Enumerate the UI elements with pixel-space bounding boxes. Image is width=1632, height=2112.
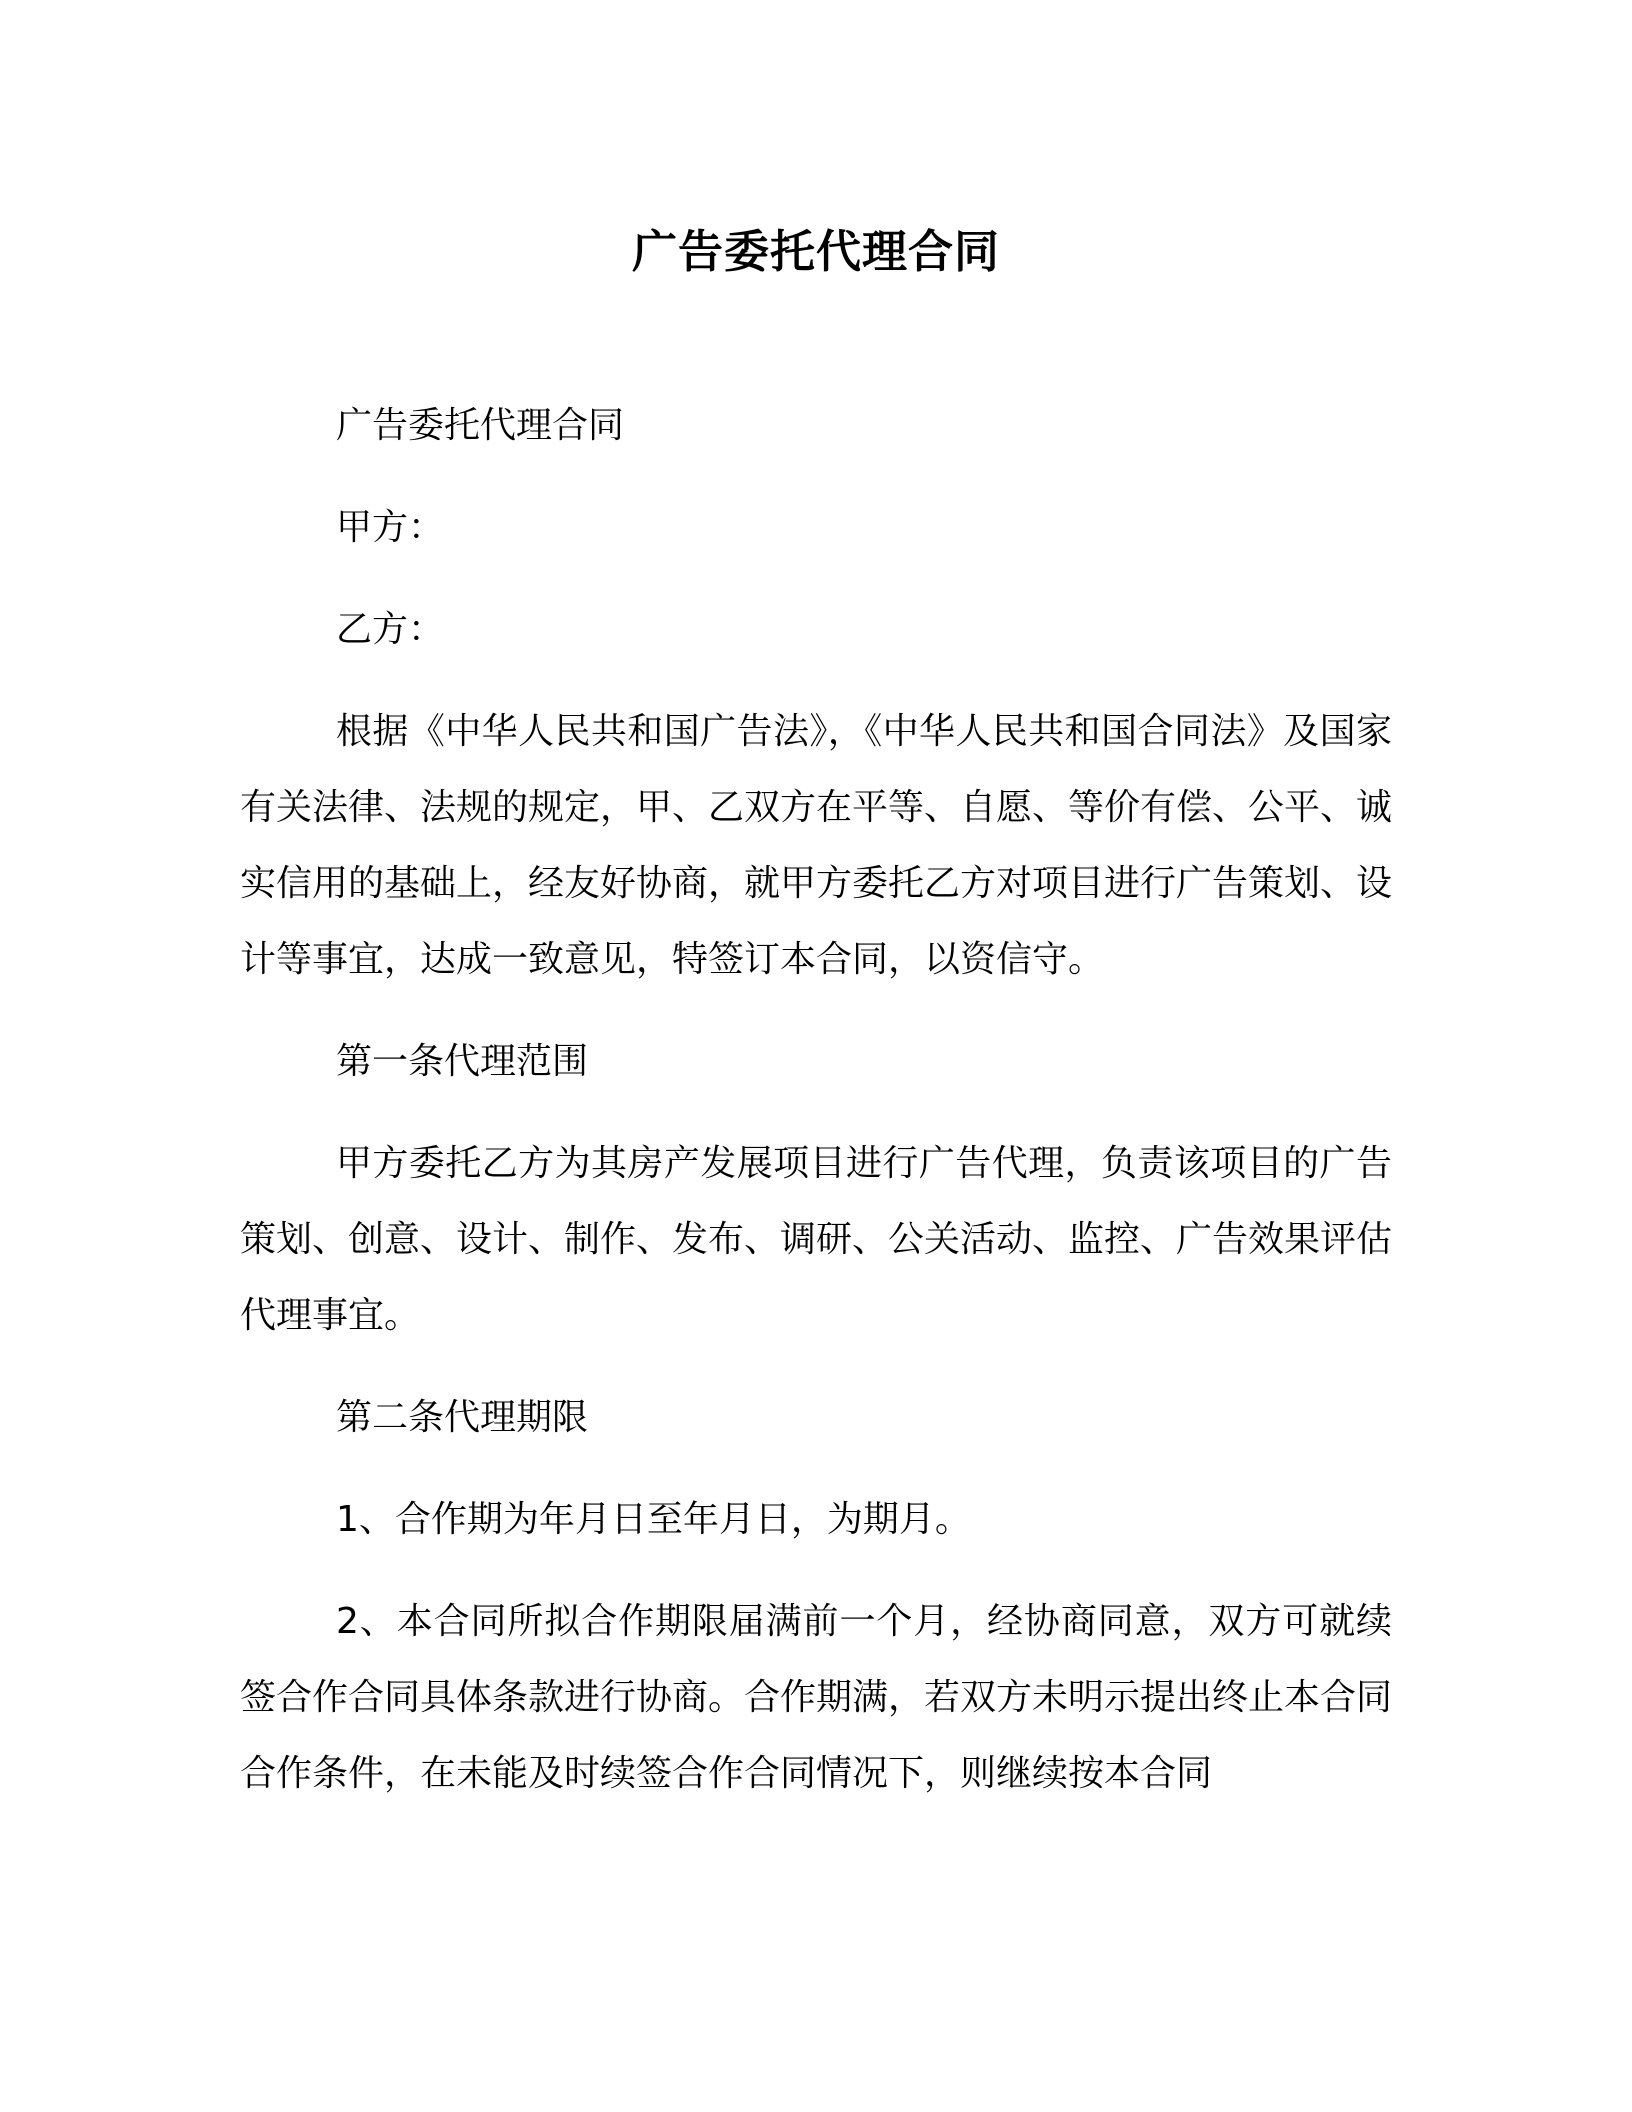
contract-heading: 广告委托代理合同 xyxy=(336,405,625,446)
document-body xyxy=(240,388,1392,1838)
preamble-paragraph: 根据《中华人民共和国广告法》，《中华人民共和国合同法》及国家有关法律、法规的规定，甲、乙双方在平等、自愿、等价有偿、公平、诚实信用的基础上，经友好协商，就甲方委托乙方对项目进行广告策划、设计等事宜，达成一致意见，特签订本合同，以资信守。 xyxy=(240,711,1393,980)
article-1-body: 甲方委托乙方为其房产发展项目进行广告代理，负责该项目的广告策划、创意、设计、制作、发布、调研、公关活动、监控、广告效果评估代理事宜。 xyxy=(240,1143,1393,1336)
article-1-heading: 第一条代理范围 xyxy=(336,1041,589,1082)
document-title: 广告委托代理合同 xyxy=(631,225,1000,278)
article-2-heading: 第二条代理期限 xyxy=(336,1397,589,1438)
article-2-clause-1: 1、合作期为年月日至年月日，为期月。 xyxy=(336,1499,971,1540)
party-b-line: 乙方： xyxy=(336,609,445,650)
article-2-clause-2: 2、本合同所拟合作期限届满前一个月，经协商同意，双方可就续签合作合同具体条款进行协商。合作期满，若双方未明示提出终止本合同合作条件，在未能及时续签合作合同情况下，则继续按本合同 xyxy=(240,1601,1393,1794)
party-a-line: 甲方： xyxy=(336,507,445,548)
